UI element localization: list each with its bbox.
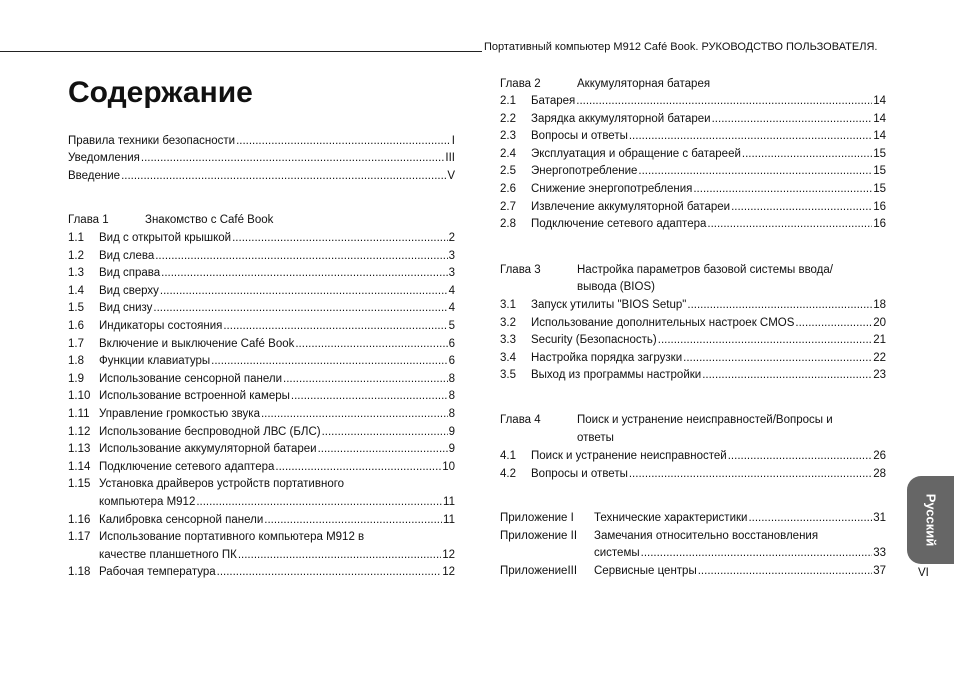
- toc-entry[interactable]: Использование аккумуляторной батареи ..... 9: [99, 441, 455, 457]
- toc-entry-number: Приложение I: [500, 512, 574, 524]
- toc-entry[interactable]: Использование сенсорной панели ..... 8: [99, 371, 455, 387]
- toc-entry-number: Приложение II: [500, 529, 578, 542]
- toc-entry-number: 1.8: [68, 355, 84, 368]
- toc-entry-number: 1.15: [68, 478, 91, 491]
- chapter-4-title: Поиск и устранение неисправностей/Вопросы и: [577, 414, 833, 426]
- toc-entry[interactable]: системы ..... 33: [594, 545, 886, 561]
- chapter-1-label: Глава 1: [68, 214, 109, 226]
- header-rule: [0, 51, 482, 52]
- toc-entry[interactable]: Вид снизу ..... 4: [99, 300, 455, 316]
- toc-entry-number: 1.3: [68, 267, 84, 280]
- toc-entry[interactable]: Вид слева ..... 3: [99, 248, 455, 264]
- toc-entry[interactable]: Вид с открытой крышкой ..... 2: [99, 230, 455, 246]
- toc-entry[interactable]: Энергопотребление ..... 15: [531, 163, 886, 179]
- toc-entry-number: 1.4: [68, 284, 84, 297]
- page-title: Содержание: [68, 76, 253, 109]
- language-tab[interactable]: Русский: [907, 476, 954, 564]
- toc-entry-number: 1.17: [68, 531, 91, 544]
- toc-entry-number: 1.1: [68, 232, 84, 244]
- toc-entry[interactable]: Использование беспроводной ЛВС (БЛС) ..... 9: [99, 424, 455, 440]
- chapter-3-label: Глава 3: [500, 264, 541, 276]
- toc-entry-number: 1.5: [68, 302, 84, 315]
- toc-entry[interactable]: Поиск и устранение неисправностей ..... 26: [531, 448, 886, 464]
- toc-entry[interactable]: Подключение сетевого адаптера ..... 10: [99, 459, 455, 475]
- toc-entry-number: ПриложениеIII: [500, 564, 578, 577]
- toc-entry-label[interactable]: Использование портативного компьютера M912 в: [99, 531, 365, 544]
- chapter-1-title: Знакомство с Café Book: [145, 214, 274, 226]
- toc-entry-number: 1.11: [68, 408, 90, 420]
- toc-entry[interactable]: Введение ..... V: [68, 168, 455, 184]
- toc-entry[interactable]: Уведомления ..... III: [68, 150, 455, 166]
- chapter-4-label: Глава 4: [500, 414, 541, 426]
- toc-entry[interactable]: качестве планшетного ПК ..... 12: [99, 547, 455, 563]
- toc-entry[interactable]: Вопросы и ответы ..... 28: [531, 466, 886, 482]
- toc-entry-number: 1.13: [68, 443, 91, 456]
- toc-entry[interactable]: Вопросы и ответы ..... 14: [531, 128, 886, 144]
- toc-entry-number: 2.1: [500, 95, 516, 107]
- toc-entry[interactable]: Правила техники безопасности ..... I: [68, 133, 455, 149]
- toc-entry-number: 1.6: [68, 320, 84, 332]
- toc-entry-label[interactable]: Замечания относительно восстановления: [594, 529, 819, 542]
- toc-entry-number: 3.2: [500, 316, 516, 329]
- toc-entry[interactable]: Снижение энергопотребления ..... 15: [531, 181, 886, 197]
- toc-entry[interactable]: Включение и выключение Café Book ..... 6: [99, 336, 455, 352]
- toc-entry-number: 2.3: [500, 130, 516, 143]
- toc-entry-number: 2.2: [500, 112, 516, 125]
- page-number: VI: [918, 567, 929, 579]
- toc-entry[interactable]: Управление громкостью звука ..... 8: [99, 406, 455, 422]
- toc-entry[interactable]: Настройка порядка загрузки ..... 22: [531, 350, 886, 366]
- toc-entry-number: 4.1: [500, 450, 516, 462]
- toc-entry[interactable]: Сервисные центры ..... 37: [594, 563, 886, 579]
- toc-entry-number: 1.9: [68, 372, 84, 385]
- toc-entry[interactable]: Использование встроенной камеры ..... 8: [99, 388, 455, 404]
- toc-entry-number: 3.1: [500, 299, 516, 311]
- chapter-4-title-cont: ответы: [577, 432, 614, 444]
- toc-entry-number: 1.2: [68, 249, 84, 262]
- toc-entry[interactable]: Зарядка аккумуляторной батареи ..... 14: [531, 111, 886, 127]
- chapter-2-title: Аккумуляторная батарея: [577, 78, 711, 90]
- toc-entry-label[interactable]: Установка драйверов устройств портативного: [99, 478, 345, 491]
- toc-entry[interactable]: Батарея ..... 14: [531, 93, 886, 109]
- toc-entry[interactable]: Рабочая температура ..... 12: [99, 564, 455, 580]
- toc-entry-number: 2.7: [500, 200, 516, 213]
- chapter-2-label: Глава 2: [500, 78, 541, 90]
- toc-entry[interactable]: Подключение сетевого адаптера ..... 16: [531, 216, 886, 232]
- toc-entry[interactable]: Индикаторы состояния ..... 5: [99, 318, 455, 334]
- toc-entry[interactable]: Извлечение аккумуляторной батареи ..... 16: [531, 199, 886, 215]
- running-header: Портативный компьютер M912 Café Book. РУКОВОДСТВО ПОЛЬЗОВАТЕЛЯ.: [484, 41, 878, 53]
- toc-entry[interactable]: Вид справа ..... 3: [99, 265, 455, 281]
- toc-entry[interactable]: компьютера M912 ..... 11: [99, 494, 455, 510]
- toc-entry-number: 2.6: [500, 183, 516, 195]
- toc-entry-number: 1.16: [68, 513, 91, 526]
- chapter-3-title-cont: вывода (BIOS): [577, 281, 655, 293]
- toc-entry-number: 1.18: [68, 566, 91, 579]
- toc-entry[interactable]: Выход из программы настройки ..... 23: [531, 367, 886, 383]
- toc-entry-number: 4.2: [500, 467, 516, 480]
- toc-entry-number: 3.3: [500, 334, 516, 347]
- toc-entry-number: 2.8: [500, 218, 516, 231]
- toc-entry-number: 1.7: [68, 337, 84, 350]
- toc-entry[interactable]: Эксплуатация и обращение с батареей ..... 15: [531, 146, 886, 162]
- toc-entry[interactable]: Технические характеристики ..... 31: [594, 510, 886, 526]
- toc-entry[interactable]: Вид сверху ..... 4: [99, 283, 455, 299]
- toc-entry[interactable]: Калибровка сенсорной панели ..... 11: [99, 512, 455, 528]
- toc-entry[interactable]: Запуск утилиты "BIOS Setup" ..... 18: [531, 297, 886, 313]
- toc-entry-number: 2.5: [500, 165, 516, 178]
- toc-entry[interactable]: Security (Безопасность) ..... 21: [531, 332, 886, 348]
- toc-entry-number: 2.4: [500, 147, 516, 160]
- toc-entry-number: 1.10: [68, 390, 91, 403]
- toc-entry[interactable]: Использование дополнительных настроек CMOS ..... 20: [531, 315, 886, 331]
- toc-entry-number: 1.14: [68, 460, 91, 473]
- toc-entry-number: 1.12: [68, 425, 91, 438]
- toc-entry-number: 3.4: [500, 351, 516, 364]
- toc-entry[interactable]: Функции клавиатуры ..... 6: [99, 353, 455, 369]
- chapter-3-title: Настройка параметров базовой системы ввода/: [577, 264, 833, 276]
- toc-entry-number: 3.5: [500, 369, 516, 382]
